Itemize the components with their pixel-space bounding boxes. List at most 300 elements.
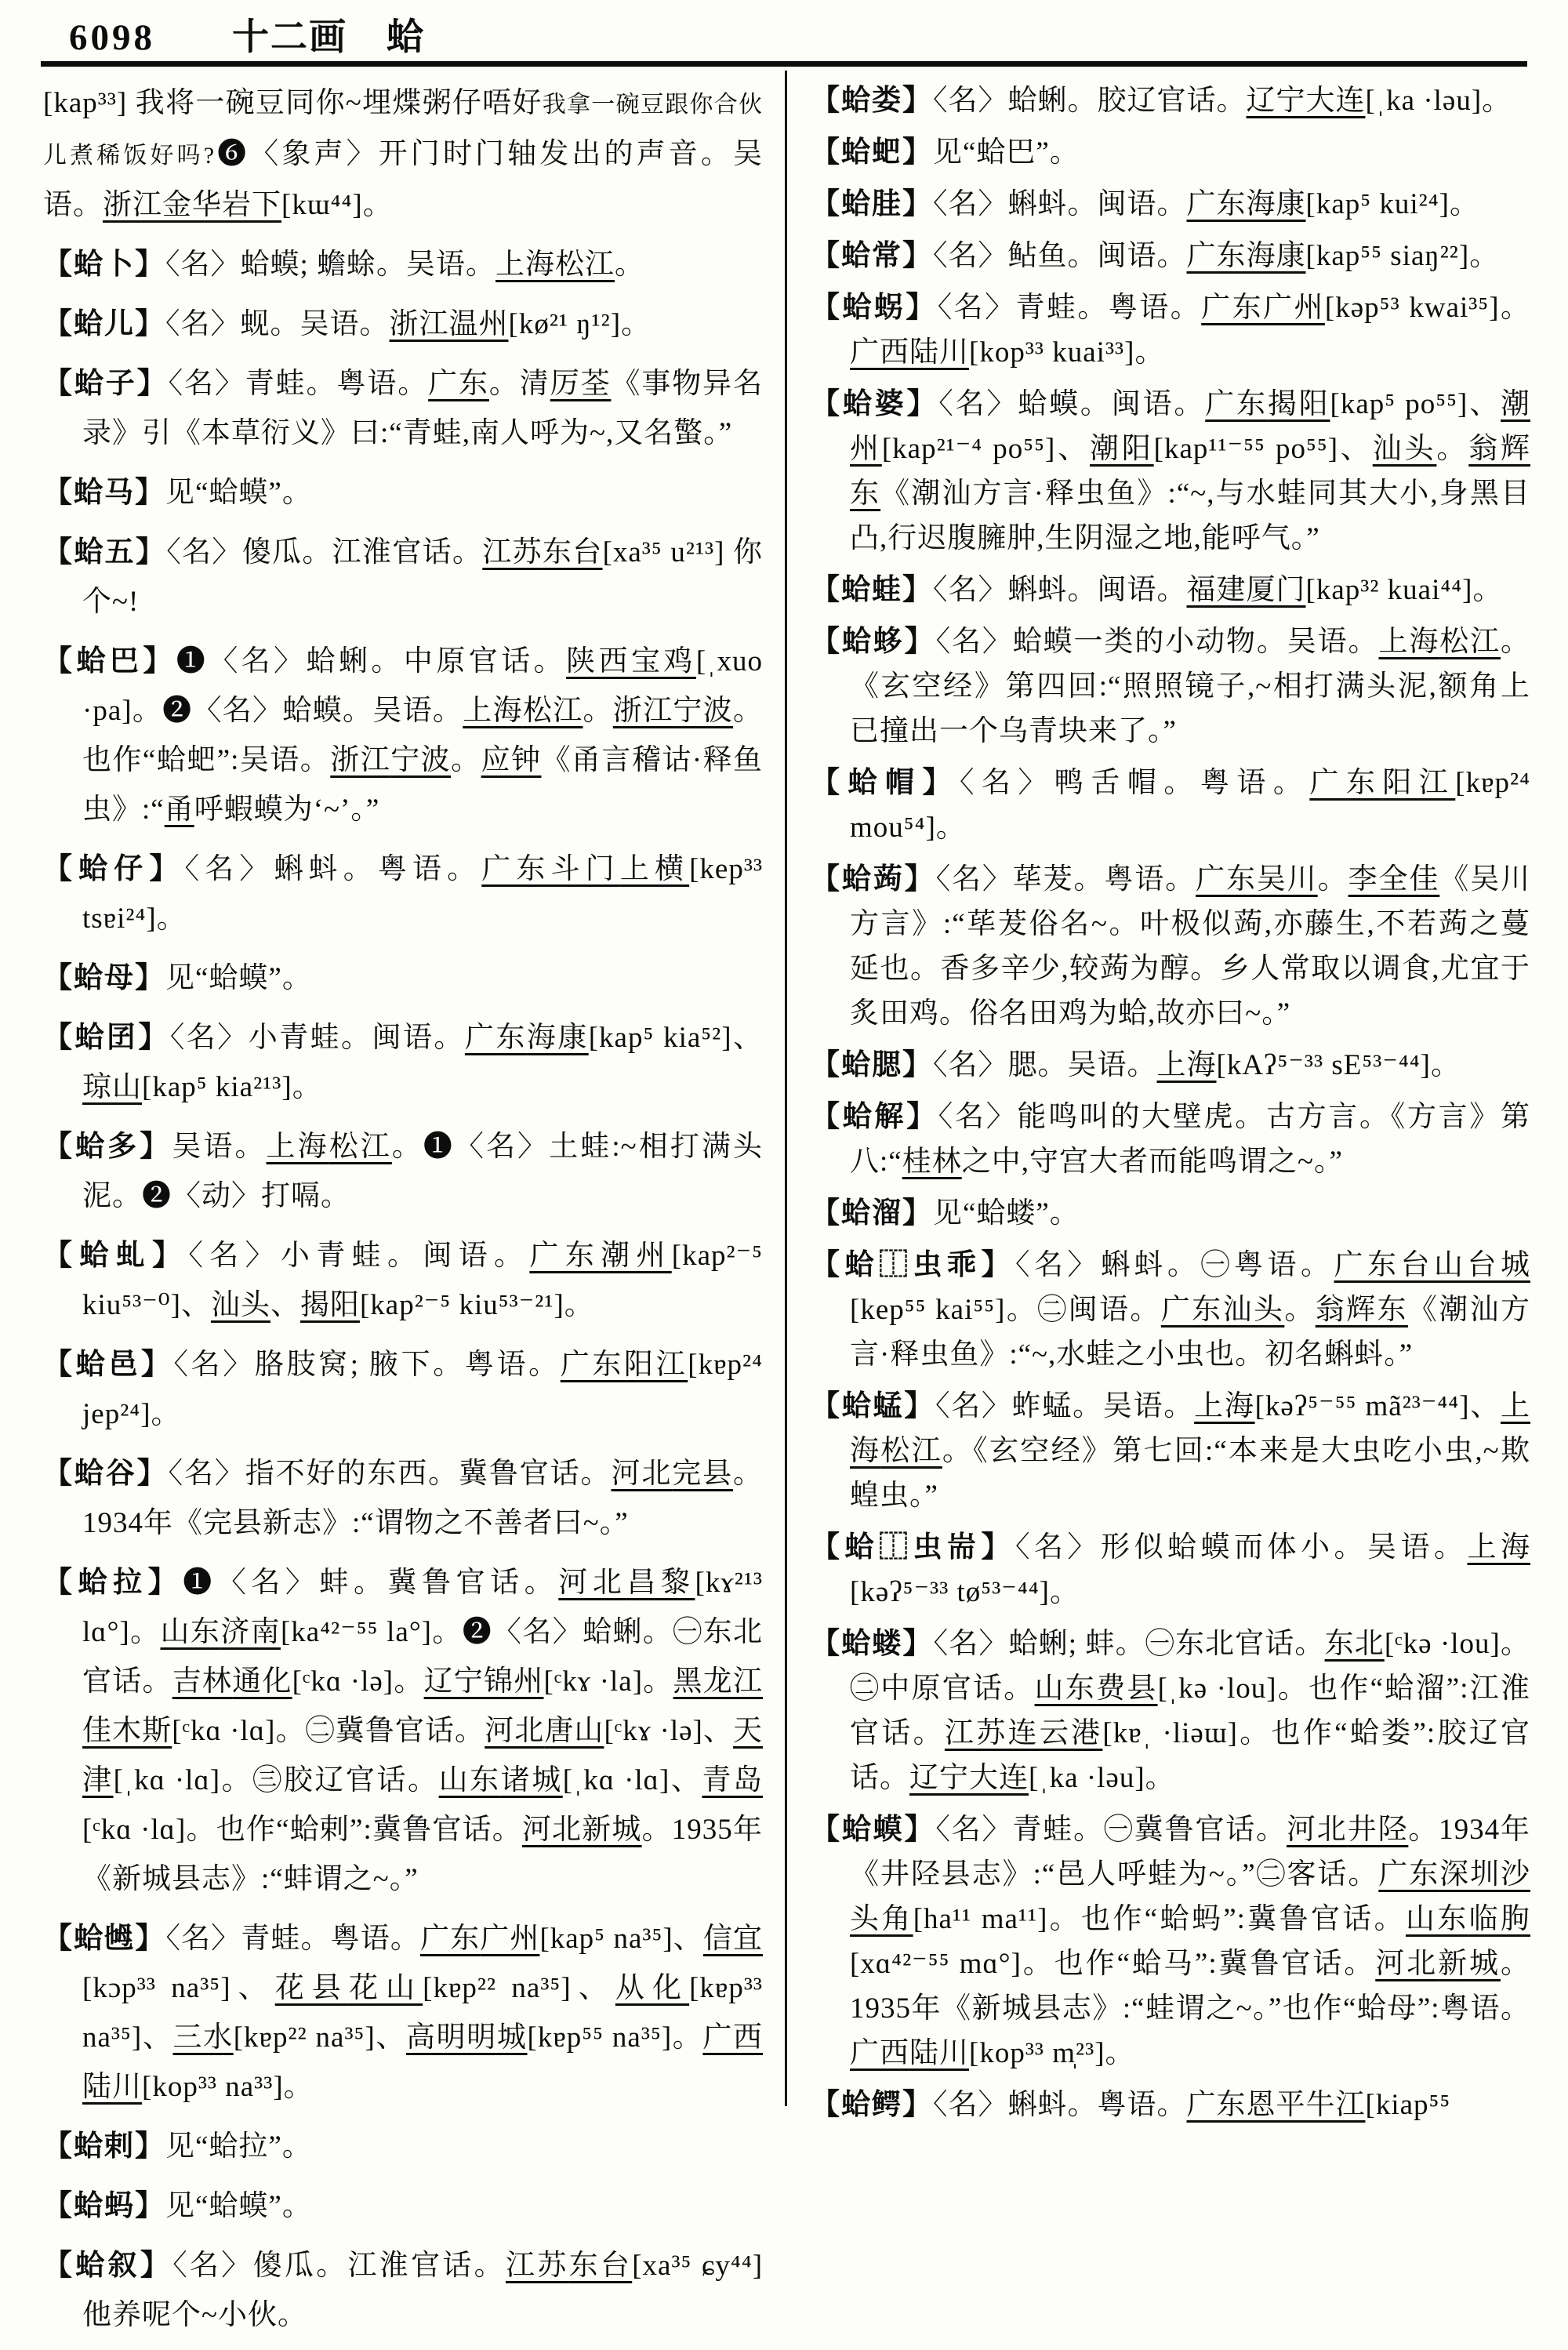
text-segment: [kəp⁵³ kwai³⁵]。 — [1324, 292, 1531, 324]
text-segment: 〈名〉蛤蟆; 蟾蜍。吴语。 — [165, 249, 496, 281]
text-segment: [ˌka ·ləu]。 — [1029, 1762, 1175, 1794]
dict-entry — [43, 359, 763, 458]
text-segment: [ˌkə ·lou]。也作“蛤溜”:江淮官话。 — [850, 1673, 1531, 1749]
text-segment: 〈名〉青蛙。粤语。 — [165, 1923, 420, 1955]
proper-noun: 广东 — [481, 853, 551, 885]
entry-headword: 【蛤常】 — [811, 240, 933, 272]
text-segment: [kap⁵⁵ siaŋ²²]。 — [1305, 240, 1500, 272]
text-segment: 〈名〉傻瓜。江淮官话。 — [172, 2250, 506, 2282]
text-segment: 〈名〉指不好的东西。冀鲁官话。 — [168, 1458, 612, 1490]
text-segment: 。 — [451, 744, 481, 776]
entry-headword: 【蛤卜】 — [43, 249, 165, 281]
text-segment: 〈名〉腮。吴语。 — [933, 1049, 1157, 1081]
text-segment: 。❶〈名〉土蛙:~相打满头泥。❷〈动〉打嗝。 — [82, 1131, 764, 1212]
entry-headword: 【蛤蟆】 — [811, 1814, 936, 1846]
text-segment: [xa³⁵ u²¹³] 你个~! — [82, 536, 764, 618]
proper-noun: 青岛 — [702, 1764, 764, 1796]
dict-entry — [43, 300, 763, 349]
text-segment: 〈名〉鲇鱼。闽语。 — [933, 240, 1187, 272]
proper-noun: 山东 — [438, 1764, 501, 1796]
dict-entry — [811, 1243, 1530, 1377]
proper-noun: 海康 — [1246, 240, 1306, 272]
header-rule — [41, 61, 1527, 67]
dict-entry — [811, 1807, 1530, 2076]
proper-noun: 恩平 — [1246, 2089, 1306, 2121]
proper-noun: 宝鸡 — [630, 645, 696, 677]
proper-noun: 上海 — [463, 695, 523, 727]
text-segment: [kɐp²² na³⁵]、 — [423, 1972, 615, 2004]
proper-noun: 完县 — [672, 1458, 734, 1490]
entry-headword: 【蛤蛥】 — [811, 626, 936, 658]
proper-noun: 广东 — [464, 1022, 527, 1054]
proper-noun: 陆川 — [909, 2037, 969, 2069]
text-segment: 〈名〉青蛙。粤语。 — [168, 368, 429, 400]
dict-entry — [43, 2122, 763, 2171]
text-segment: [kep³³ tsɐi²⁴]。 — [82, 853, 764, 935]
text-segment: [kəʔ⁵⁻⁵⁵ mã²³⁻⁴⁴]、 — [1254, 1390, 1501, 1422]
proper-noun: 翁辉东 — [1315, 1294, 1408, 1326]
proper-noun: 台城 — [1467, 1249, 1530, 1281]
proper-noun: 陕西 — [566, 645, 631, 677]
proper-noun: 河北 — [1286, 1814, 1348, 1846]
text-segment: 。 — [1317, 863, 1348, 895]
dict-entry — [43, 2241, 763, 2340]
dict-entry — [811, 1384, 1530, 1518]
proper-noun: 松江 — [522, 695, 583, 727]
text-segment: 《潮汕方言·释虫鱼》:“~,与水蛙同其大小,身黑目凸,行迟腹臃肿,生阴湿之地,能呼气。” — [850, 478, 1531, 554]
proper-noun: 汕头 — [210, 1289, 270, 1321]
text-segment: [kop³³ m̩²³]。 — [969, 2037, 1135, 2069]
text-segment: 〈名〉青蛙。㊀冀鲁官话。 — [935, 1814, 1287, 1846]
dict-entry — [43, 953, 763, 1003]
proper-noun: 应钟 — [481, 744, 542, 776]
dict-entry — [811, 857, 1530, 1036]
text-segment: 〈名〉傻瓜。江淮官话。 — [166, 536, 483, 568]
entry-headword: 【蛤蜢】 — [811, 1390, 935, 1422]
text-segment: [kap²⁻⁵ kiu⁵³⁻²¹]。 — [359, 1289, 594, 1321]
proper-noun: 江苏 — [944, 1717, 1008, 1749]
proper-noun: 费县 — [1096, 1673, 1158, 1705]
entry-headword: 【蛤帽】 — [811, 767, 960, 799]
proper-noun: 广西 — [850, 336, 909, 369]
proper-noun: 吴川 — [1256, 863, 1318, 895]
text-segment: 。1935年《新城县志》:“蚌谓之~。” — [82, 1814, 763, 1895]
proper-noun: 浙江 — [389, 308, 449, 340]
text-segment: 〈名〉胳肢窝; 腋下。粤语。 — [173, 1349, 561, 1381]
proper-noun: 汕头 — [1222, 1294, 1285, 1326]
left-column — [43, 78, 763, 2350]
proper-noun: 陆川 — [909, 336, 969, 369]
dict-entry — [43, 1231, 763, 1330]
text-segment: 见“蛤蟆”。 — [165, 962, 312, 994]
entry-headword: 【蛤拉】 — [43, 1567, 183, 1599]
column-divider — [785, 71, 787, 2106]
dict-entry — [43, 1122, 763, 1221]
entry-headword: 【蛤剌】 — [43, 2130, 165, 2163]
proper-noun: 江苏 — [506, 2250, 569, 2282]
proper-noun: 广东 — [1309, 767, 1383, 799]
text-segment: [ˌkɑ ·lɑ]、 — [562, 1764, 702, 1796]
proper-noun: 济南 — [220, 1616, 281, 1648]
proper-noun: 广东 — [1201, 292, 1264, 324]
text-segment: 见“蛤蝼”。 — [933, 1197, 1080, 1229]
entry-headword: 【蛤子】 — [43, 368, 169, 400]
entry-headword: 【蛤五】 — [43, 536, 167, 568]
text-segment: [kɯ⁴⁴]。 — [281, 189, 393, 221]
proper-noun: 斗门 — [550, 853, 620, 885]
entry-headword: 【蛤仔】 — [43, 853, 185, 885]
dict-entry — [811, 1095, 1530, 1184]
text-segment: 〈名〉蚬。吴语。 — [165, 308, 390, 340]
proper-noun: 潮州 — [850, 388, 1531, 465]
text-segment: [kɔp³³ na³⁵]、 — [82, 1972, 275, 2004]
entry-headword: 【蛤巴】 — [43, 645, 176, 677]
text-segment: 。 — [1284, 1294, 1316, 1326]
proper-noun: 宁波 — [390, 744, 452, 776]
proper-noun: 天津 — [82, 1715, 764, 1796]
text-segment: [kø²¹ ŋ¹²]。 — [508, 308, 652, 340]
entry-headword: 【蛤儿】 — [43, 308, 165, 340]
proper-noun: 琼山 — [82, 1071, 142, 1103]
proper-noun: 广东 — [1160, 1294, 1223, 1326]
text-segment: 〈名〉形似蛤蟆而体小。吴语。 — [1015, 1531, 1468, 1564]
dict-entry — [811, 2083, 1530, 2127]
proper-noun: 山东 — [160, 1616, 221, 1648]
text-segment: 见“蛤拉”。 — [165, 2130, 312, 2163]
dict-entry — [811, 1043, 1530, 1088]
proper-noun: 甬 — [164, 794, 194, 826]
dict-entry — [43, 844, 763, 943]
entry-headword: 【蛤蝼】 — [811, 1628, 934, 1660]
proper-noun: 广东 — [1186, 2089, 1247, 2121]
text-segment: [kap⁵ kia⁵²]、 — [588, 1022, 764, 1054]
text-segment: [kop³³ kuai³³]。 — [969, 336, 1165, 369]
proper-noun: 上海 — [1156, 1049, 1217, 1081]
text-segment: 见“蛤蟆”。 — [165, 477, 312, 509]
text-segment: [kap⁵ kia²¹³]。 — [142, 1071, 322, 1103]
text-segment: 《吴川方言》:“荜茇俗名~。叶极似蒟,亦藤生,不若蒟之蔓延也。香多辛少,较蒟为醇。乡人常取以调食,尤宜于炙田鸡。俗名田鸡为蛤,故亦曰~。” — [850, 863, 1531, 1030]
dict-entry — [43, 1340, 763, 1439]
proper-noun: 广东 — [428, 368, 489, 400]
dict-entry — [811, 182, 1530, 227]
text-segment: 。1934年《井陉县志》:“邑人呼蛙为~。”㊁客话。 — [850, 1814, 1531, 1891]
proper-noun: 广东 — [1378, 1858, 1440, 1891]
text-segment: 呼蝦蟆为‘~’。” — [194, 794, 380, 826]
proper-noun: 花山 — [348, 1972, 423, 2004]
proper-noun: 新城 — [1438, 1948, 1501, 1980]
dict-entry — [43, 1013, 763, 1112]
proper-noun: 江苏 — [482, 536, 543, 568]
text-segment: [kAʔ⁵⁻³³ sE⁵³⁻⁴⁴]。 — [1216, 1049, 1461, 1081]
text-segment: 〈名〉蝌蚪。闽语。 — [933, 188, 1187, 220]
entry-headword: 【蛤母】 — [43, 962, 165, 994]
entry-headword: 【蛤谷】 — [43, 1458, 169, 1490]
text-segment: [kap¹¹⁻⁵⁵ po⁵⁵]、 — [1153, 433, 1373, 465]
text-segment: 〈名〉蝌蚪。粤语。 — [184, 853, 482, 885]
text-segment: 《甬言稽诂·释鱼虫》:“ — [82, 744, 764, 826]
text-segment: 〈名〉蝌蚪。闽语。 — [933, 574, 1187, 606]
proper-noun: 温州 — [448, 308, 509, 340]
proper-noun: 高明 — [406, 2021, 467, 2054]
text-segment: ❶〈名〉蚌。冀鲁官话。 — [183, 1567, 559, 1599]
text-segment: 〈名〉小青蛙。闽语。 — [169, 1022, 465, 1054]
dict-entry — [43, 1914, 763, 2112]
proper-noun: 东台 — [542, 536, 603, 568]
entry-headword: 【蛤⿰虫耑】 — [811, 1531, 1015, 1564]
proper-noun: 新城 — [582, 1814, 642, 1846]
proper-noun: 沙头角 — [850, 1858, 1530, 1935]
text-segment: [ˌka ·ləu]。 — [1365, 85, 1512, 117]
proper-noun: 金华 — [162, 189, 222, 221]
proper-noun: 花县 — [274, 1972, 349, 2004]
dict-entry — [43, 2181, 763, 2231]
proper-noun: 厉荃 — [550, 368, 612, 400]
text-segment: [ᶜkɑ ·lɑ]。㊁冀鲁官话。 — [172, 1715, 485, 1747]
text-segment: 《潮汕方言·释虫鱼》:“~,水蛙之小虫也。初名蝌蚪。” — [850, 1294, 1531, 1371]
proper-noun: 上横 — [619, 853, 690, 885]
entry-headword: 【蛤腮】 — [811, 1049, 933, 1081]
proper-noun: 辽宁 — [909, 1762, 969, 1794]
proper-noun: 翁辉东 — [850, 433, 1531, 510]
text-segment: 。 — [1436, 433, 1469, 465]
proper-noun: 广东 — [529, 1240, 601, 1272]
proper-noun: 海康 — [526, 1022, 589, 1054]
dict-entry — [43, 468, 763, 518]
proper-noun: 上海 — [850, 1390, 1531, 1467]
text-segment: [kɐp²² na³⁵]、 — [233, 2021, 407, 2054]
proper-noun: 李全佳 — [1348, 863, 1440, 895]
text-segment: [kap⁵ na³⁵]、 — [539, 1923, 703, 1955]
proper-noun: 锦州 — [484, 1665, 544, 1698]
text-segment: [kɐp²⁴ mou⁵⁴]。 — [850, 767, 1531, 844]
proper-noun: 上海 — [495, 249, 556, 281]
text-segment: [kap⁵ kui²⁴]。 — [1305, 188, 1479, 220]
text-segment: 。清 — [488, 368, 550, 400]
proper-noun: 松江 — [555, 249, 615, 281]
entry-headword: 【蛤溜】 — [811, 1197, 933, 1229]
proper-noun: 诸城 — [500, 1764, 563, 1796]
entry-headword: 【蛤蛙】 — [811, 574, 933, 606]
dict-entry — [43, 528, 763, 627]
text-segment: [kɐp³³ na³⁵]、 — [82, 1972, 764, 2054]
proper-noun: 广西 — [702, 2021, 764, 2054]
text-segment: 〈名〉能鸣叫的大壁虎。古方言。《方言》第八:“ — [850, 1101, 1531, 1178]
proper-noun: 广州 — [1263, 292, 1325, 324]
proper-noun: 广西 — [850, 2037, 909, 2069]
proper-noun: 山东 — [1405, 1903, 1469, 1935]
text-segment: 。《玄空经》第四回:“照照镜子,~相打满头泥,额角上已撞出一个乌青块来了。” — [850, 626, 1531, 747]
proper-noun: 广东 — [560, 1349, 625, 1381]
entry-headword: 【蛤蒟】 — [811, 863, 936, 895]
proper-noun: 通化 — [232, 1665, 292, 1698]
dict-entry — [811, 130, 1530, 175]
dict-entry — [43, 1558, 763, 1904]
proper-noun: 广东 — [1205, 388, 1268, 420]
text-segment: 〈名〉蝌蚪。㊀粤语。 — [1015, 1249, 1334, 1281]
proper-noun: 上海 — [1467, 1531, 1530, 1564]
text-segment: 〈名〉蛤蟆。闽语。 — [938, 388, 1206, 420]
proper-noun: 松江 — [880, 1435, 942, 1467]
proper-noun: 河北 — [1375, 1948, 1439, 1980]
entry-headword: 【蛤胿】 — [811, 188, 933, 220]
proper-noun: 上海 — [1194, 1390, 1255, 1422]
text-segment: [kɐˌ ·liəɯ]。也作“蛤娄”:胶辽官话。 — [850, 1717, 1531, 1794]
entry-headword: 【蛤多】 — [43, 1131, 172, 1163]
proper-noun: 三水 — [172, 2021, 234, 2054]
proper-noun: 吉林 — [172, 1665, 233, 1698]
proper-noun: 福建 — [1186, 574, 1247, 606]
entry-headword: 【蛤蚂】 — [43, 2190, 165, 2222]
right-column — [811, 78, 1530, 2134]
proper-noun: 东北 — [1324, 1628, 1385, 1660]
text-segment: 〈名〉蚱蜢。吴语。 — [935, 1390, 1195, 1422]
proper-noun: 辽宁 — [423, 1665, 485, 1698]
text-segment: 之中,守宫大者而能鸣谓之~。” — [961, 1146, 1343, 1178]
proper-noun: 临朐 — [1468, 1903, 1531, 1935]
proper-noun: 上海 — [1378, 626, 1440, 658]
entry-headword: 【蛤𧊅】 — [811, 292, 938, 324]
text-segment: [ha¹¹ ma¹¹]。也作“蛤蚂”:冀鲁官话。 — [913, 1903, 1406, 1935]
proper-noun: 广东 — [1196, 863, 1257, 895]
dict-entry — [811, 285, 1530, 375]
dict-entry — [811, 761, 1530, 850]
text-segment: ❻〈象声〉开门时门轴发出的声音。吴语。 — [43, 138, 763, 221]
text-segment: [kap³³] 我将一碗豆同你~埋煠粥仔唔好 — [43, 87, 543, 119]
text-segment: 〈名〉小青蛙。闽语。 — [188, 1240, 530, 1272]
text-segment: 〈名〉青蛙。粤语。 — [937, 292, 1202, 324]
text-segment: [kəʔ⁵⁻³³ tø⁵³⁻⁴⁴]。 — [850, 1576, 1080, 1608]
proper-noun: 海康 — [1246, 188, 1306, 220]
page-number: 6098 — [69, 17, 155, 58]
text-segment: [kap²¹⁻⁴ po⁵⁵]、 — [881, 433, 1091, 465]
text-segment: 见“蛤蟆”。 — [165, 2190, 312, 2222]
text-segment: 。1934年《完县新志》:“谓物之不善者曰~。” — [82, 1458, 764, 1539]
dict-entry — [811, 1622, 1530, 1800]
text-segment: [kep⁵⁵ kai⁵⁵]。㊁闽语。 — [850, 1294, 1161, 1326]
proper-noun: 佳木斯 — [82, 1715, 172, 1747]
entry-headword: 【蛤叙】 — [43, 2250, 173, 2282]
proper-noun: 潮阳 — [1090, 433, 1154, 465]
proper-noun: 浙江 — [330, 744, 391, 776]
dict-entry — [811, 78, 1530, 123]
text-segment: [kiap⁵⁵ — [1365, 2089, 1451, 2121]
text-segment: 。 — [583, 695, 613, 727]
proper-noun: 揭阳 — [1267, 388, 1330, 420]
proper-noun: 汕头 — [1372, 433, 1437, 465]
proper-noun: 松江 — [328, 1131, 392, 1163]
proper-noun: 井陉 — [1347, 1814, 1409, 1846]
stroke-count-section: 十二画 — [232, 17, 347, 58]
proper-noun: 辽宁 — [1246, 85, 1306, 117]
text-segment: 、 — [270, 1289, 300, 1321]
proper-noun: 浙江 — [612, 695, 673, 727]
proper-noun: 广东 — [1186, 188, 1247, 220]
text-segment: 〈名〉蝌蚪。粤语。 — [933, 2089, 1187, 2121]
proper-noun: 河北 — [521, 1814, 583, 1846]
text-segment: 。1935年《新城县志》:“蛙谓之~。”也作“蛤母”:粤语。 — [850, 1948, 1530, 2025]
dict-entry — [811, 1525, 1530, 1614]
text-segment: [kap²⁻⁵ kiu⁵³⁻⁰]、 — [82, 1240, 764, 1321]
text-segment: [kɐp²⁴ jep²⁴]。 — [82, 1349, 764, 1430]
entry-headword: 【蛤蚆】 — [811, 136, 933, 169]
proper-noun: 明城 — [466, 2021, 528, 2054]
proper-noun: 松江 — [1439, 626, 1501, 658]
dict-entry — [43, 240, 763, 289]
proper-noun: 大连 — [969, 1762, 1029, 1794]
proper-noun: 阳江 — [624, 1349, 688, 1381]
entry-headword: 【蛤解】 — [811, 1101, 938, 1133]
dict-entry — [43, 1449, 763, 1548]
text-segment: [xɑ⁴²⁻⁵⁵ mɑ°]。也作“蛤马”:冀鲁官话。 — [850, 1948, 1376, 1980]
dict-entry — [43, 637, 763, 834]
text-segment: 吴语。 — [172, 1131, 267, 1163]
text-segment: 〈名〉蛤蜊; 蚌。㊀东北官话。 — [933, 1628, 1325, 1660]
proper-noun: 大连 — [1305, 85, 1366, 117]
text-segment: [ᶜkə ·lou]。㊁中原官话。 — [850, 1628, 1531, 1705]
proper-noun: 桂林 — [902, 1146, 962, 1178]
proper-noun: 从化 — [615, 1972, 690, 2004]
entry-headword: 【蛤娄】 — [811, 85, 933, 117]
proper-noun: 宁波 — [673, 695, 734, 727]
head-character: 蛤 — [387, 17, 425, 58]
page-header — [69, 8, 425, 60]
proper-noun: 信宜 — [702, 1923, 764, 1955]
text-segment: [ᶜkɑ ·lɑ]。也作“蛤剌”:冀鲁官话。 — [82, 1814, 522, 1846]
text-segment: 。《玄空经》第七回:“本来是大虫吃小虫,~欺蝗虫。” — [850, 1435, 1530, 1512]
text-segment: 〈名〉鸭舌帽。粤语。 — [959, 767, 1310, 799]
text-segment: 。也作“蛤蚆”:吴语。 — [82, 695, 764, 776]
entry-headword: 【蛤虬】 — [43, 1240, 189, 1272]
text-segment: [ka⁴²⁻⁵⁵ la°]。❷〈名〉蛤蜊。㊀东北官话。 — [82, 1616, 763, 1698]
proper-noun: 台山 — [1400, 1249, 1468, 1281]
dict-entry — [811, 382, 1530, 561]
proper-noun: 揭阳 — [299, 1289, 360, 1321]
proper-noun: 广东 — [1186, 240, 1247, 272]
entry-headword: 【蛤婆】 — [811, 388, 939, 420]
continued-entry-text — [43, 78, 763, 230]
entry-headword: 【蛤⿰虫乖】 — [811, 1249, 1015, 1281]
text-segment: [kap³² kuai⁴⁴]。 — [1305, 574, 1503, 606]
text-segment: 见“蛤巴”。 — [933, 136, 1080, 169]
proper-noun: 河北 — [611, 1458, 673, 1490]
proper-noun: 广州 — [480, 1923, 540, 1955]
text-segment: [ˌxuo ·pa]。❷〈名〉蛤蟆。吴语。 — [82, 645, 764, 727]
entry-headword: 【蛤乸】 — [43, 1923, 166, 1955]
proper-noun: 陆川 — [82, 2071, 142, 2103]
text-segment: 〈名〉荜茇。粤语。 — [935, 863, 1196, 895]
proper-noun: 深圳 — [1439, 1858, 1501, 1891]
proper-noun: 河北 — [485, 1715, 545, 1747]
proper-noun: 黑龙江 — [673, 1665, 763, 1698]
dict-entry — [811, 234, 1530, 278]
entry-headword: 【蛤鳄】 — [811, 2089, 933, 2121]
proper-noun: 上海 — [266, 1131, 329, 1163]
proper-noun: 潮州 — [601, 1240, 672, 1272]
entry-headword: 【蛤囝】 — [43, 1022, 170, 1054]
proper-noun: 广东 — [1334, 1249, 1401, 1281]
proper-noun: 山东 — [1034, 1673, 1097, 1705]
proper-noun: 广东 — [419, 1923, 481, 1955]
text-segment: [kop³³ na³³]。 — [142, 2071, 314, 2103]
entry-headword: 【蛤马】 — [43, 477, 165, 509]
text-segment: 《事物异名录》引《本草衍义》曰:“青蛙,南人呼为~,又名蟼。” — [82, 368, 764, 449]
text-segment: [ᶜkɑ ·lə]。 — [292, 1665, 424, 1698]
proper-noun: 牛江 — [1305, 2089, 1366, 2121]
proper-noun: 河北 — [558, 1567, 627, 1599]
text-segment: 〈名〉蛤蜊。胶辽官话。 — [933, 85, 1247, 117]
text-segment: [kɐp⁵⁵ na³⁵]。 — [527, 2021, 703, 2054]
proper-noun: 岩下 — [222, 189, 281, 221]
